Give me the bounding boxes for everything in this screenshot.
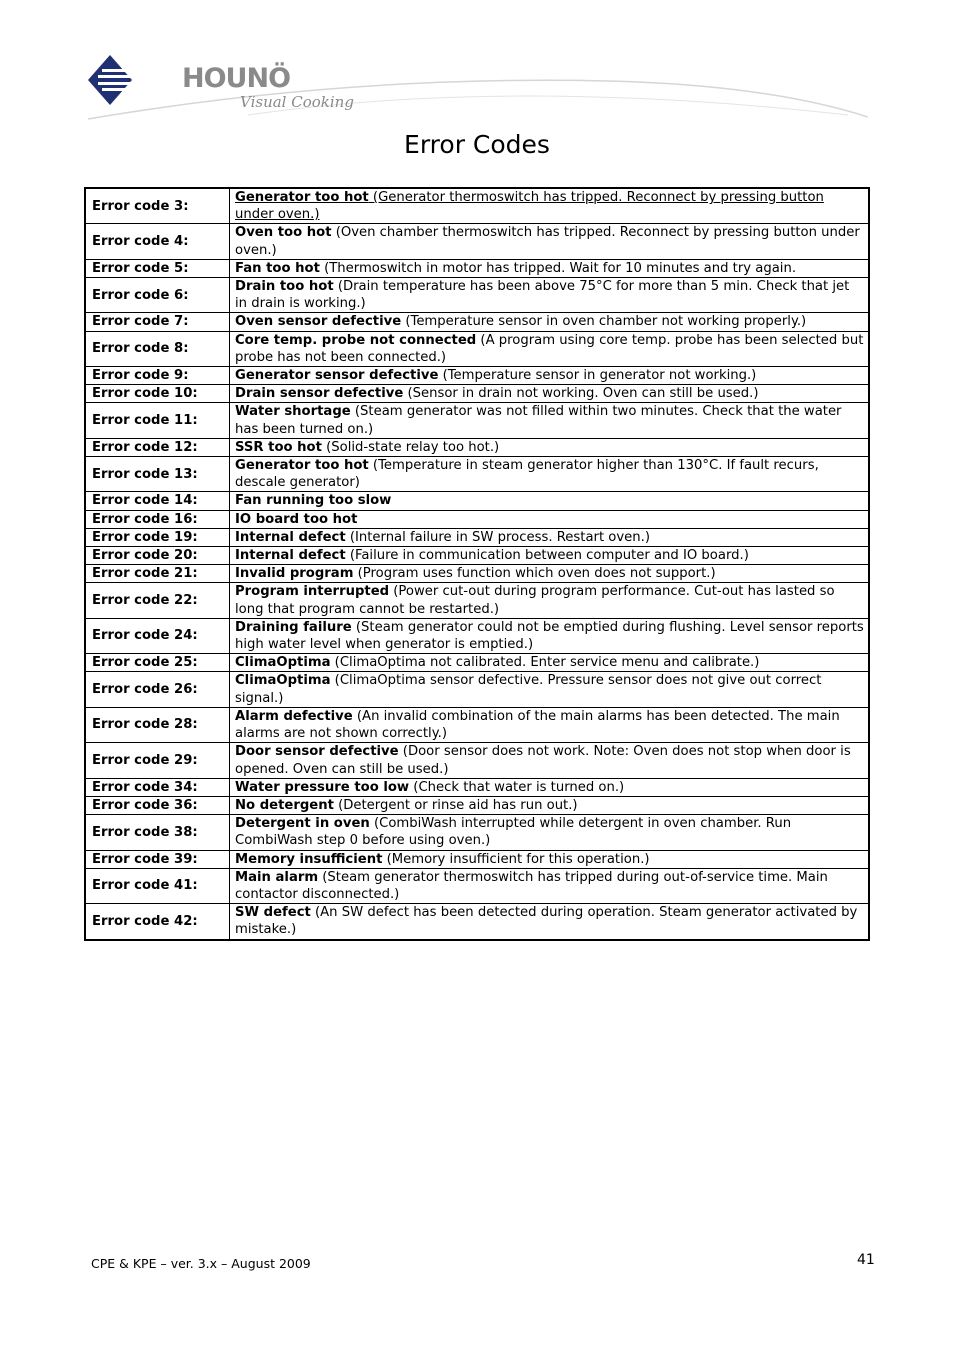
error-description (230, 547, 870, 565)
error-row (85, 796, 869, 814)
error-name: SW defect (235, 905, 311, 921)
error-name: Water pressure too low (235, 779, 410, 795)
error-row (85, 583, 869, 618)
error-row (85, 278, 869, 313)
error-code: Error code 38: (85, 815, 230, 850)
error-name: Draining failure (235, 619, 352, 635)
error-detail: (Internal failure in SW process. Restart oven.) (345, 529, 650, 545)
error-name: Drain too hot (235, 279, 334, 295)
error-name: Generator sensor defective (235, 368, 439, 384)
error-description (230, 528, 870, 546)
error-description (230, 707, 870, 742)
error-row (85, 547, 869, 565)
error-description (230, 259, 870, 277)
error-row (85, 778, 869, 796)
error-name: ClimaOptima (235, 673, 331, 689)
error-code: Error code 13: (85, 457, 230, 492)
error-codes-table (84, 187, 870, 941)
error-row (85, 654, 869, 672)
error-code: Error code 21: (85, 565, 230, 583)
error-code: Error code 12: (85, 438, 230, 456)
page-number: 41 (857, 1252, 875, 1268)
error-name: Fan running too slow (235, 493, 392, 509)
error-description (230, 457, 870, 492)
error-detail: (Power cut-out during program performance. Cut-out has lasted so long that program cannot be restarted.) (235, 584, 835, 617)
error-description (230, 224, 870, 259)
error-code: Error code 25: (85, 654, 230, 672)
error-code: Error code 28: (85, 707, 230, 742)
error-name: SSR too hot (235, 439, 322, 455)
error-description (230, 565, 870, 583)
error-code: Error code 41: (85, 868, 230, 903)
error-row (85, 868, 869, 903)
error-detail: (Temperature in steam generator higher than 130°C. If fault recurs, descale generator) (235, 458, 819, 491)
error-detail: (An SW defect has been detected during operation. Steam generator activated by mistake.) (235, 905, 858, 938)
error-description (230, 188, 870, 224)
error-detail: (CombiWash interrupted while detergent in oven chamber. Run CombiWash step 0 before using oven.) (235, 816, 792, 849)
error-name: Memory insufficient (235, 851, 383, 867)
error-name: Oven sensor defective (235, 314, 402, 330)
error-row (85, 224, 869, 259)
error-detail: (Steam generator was not filled within two minutes. Check that the water has been turned on.) (235, 404, 842, 437)
error-description (230, 654, 870, 672)
error-code: Error code 4: (85, 224, 230, 259)
error-detail: (Program uses function which oven does not support.) (353, 566, 716, 582)
error-row (85, 457, 869, 492)
error-row (85, 313, 869, 331)
error-row (85, 510, 869, 528)
error-description (230, 583, 870, 618)
error-code: Error code 42: (85, 904, 230, 940)
error-description (230, 850, 870, 868)
error-description (230, 743, 870, 778)
error-detail: (Thermoswitch in motor has tripped. Wait for 10 minutes and try again. (319, 260, 797, 276)
error-detail: (ClimaOptima sensor defective. Pressure sensor does not give out correct signal.) (235, 673, 822, 706)
error-code: Error code 39: (85, 850, 230, 868)
error-name: Invalid program (235, 566, 354, 582)
error-row (85, 815, 869, 850)
error-name: Internal defect (235, 548, 346, 564)
logo-brand: HOUNÖ (182, 63, 291, 94)
error-name: Oven too hot (235, 225, 332, 241)
error-name: Water shortage (235, 404, 351, 420)
error-detail: (Generator thermoswitch has tripped. Reconnect by pressing button under oven.) (235, 190, 824, 223)
error-row (85, 438, 869, 456)
error-name: Fan too hot (235, 260, 320, 276)
error-detail: (Sensor in drain not working. Oven can still be used.) (403, 386, 759, 402)
error-description (230, 904, 870, 940)
error-code: Error code 36: (85, 796, 230, 814)
error-code: Error code 16: (85, 510, 230, 528)
page-header (88, 55, 868, 125)
error-detail: (ClimaOptima not calibrated. Enter service menu and calibrate.) (330, 655, 760, 671)
error-row (85, 403, 869, 438)
error-description (230, 868, 870, 903)
error-row (85, 367, 869, 385)
error-description (230, 385, 870, 403)
error-detail: (Door sensor does not work. Note: Oven does not stop when door is opened. Oven can still be used.) (235, 744, 851, 777)
error-code: Error code 5: (85, 259, 230, 277)
error-name: Generator too hot (235, 458, 369, 474)
error-description (230, 367, 870, 385)
error-name: Detergent in oven (235, 816, 370, 832)
error-description (230, 278, 870, 313)
error-code: Error code 34: (85, 778, 230, 796)
error-table-body (85, 188, 869, 940)
error-code: Error code 14: (85, 492, 230, 510)
error-row (85, 259, 869, 277)
footer-version: CPE & KPE – ver. 3.x – August 2009 (91, 1256, 311, 1271)
error-description (230, 331, 870, 366)
error-description (230, 510, 870, 528)
error-description (230, 796, 870, 814)
error-row (85, 331, 869, 366)
error-name: Main alarm (235, 869, 319, 885)
error-code: Error code 10: (85, 385, 230, 403)
error-description (230, 313, 870, 331)
error-code: Error code 20: (85, 547, 230, 565)
error-name: IO board too hot (235, 511, 358, 527)
error-code: Error code 8: (85, 331, 230, 366)
error-detail: (Memory insufficient for this operation.) (382, 851, 650, 867)
error-name: Core temp. probe not connected (235, 332, 477, 348)
error-code: Error code 11: (85, 403, 230, 438)
error-row (85, 528, 869, 546)
error-code: Error code 6: (85, 278, 230, 313)
error-detail: (An invalid combination of the main alarms has been detected. The main alarms are not shown correctly.) (235, 708, 840, 742)
error-description (230, 672, 870, 707)
error-detail: (Check that water is turned on.) (409, 779, 625, 795)
error-detail: (Drain temperature has been above 75°C for more than 5 min. Check that jet in drain is working.) (235, 279, 850, 312)
error-row (85, 672, 869, 707)
error-detail: (Steam generator thermoswitch has tripped during out-of-service time. Main contactor disconnected.) (235, 869, 828, 902)
error-row (85, 565, 869, 583)
error-name: No detergent (235, 797, 334, 813)
error-code: Error code 22: (85, 583, 230, 618)
error-name: Alarm defective (235, 708, 353, 724)
error-code: Error code 29: (85, 743, 230, 778)
error-code: Error code 9: (85, 367, 230, 385)
error-name: Program interrupted (235, 584, 390, 600)
page-title: Error Codes (404, 130, 550, 159)
error-description (230, 438, 870, 456)
error-name: Door sensor defective (235, 744, 399, 760)
error-code: Error code 19: (85, 528, 230, 546)
error-code: Error code 24: (85, 618, 230, 653)
error-code: Error code 3: (85, 188, 230, 224)
error-detail: (Steam generator could not be emptied during flushing. Level sensor reports high water level when generator is emptied.) (235, 619, 864, 653)
error-description (230, 403, 870, 438)
error-description (230, 618, 870, 653)
error-row (85, 850, 869, 868)
error-row (85, 188, 869, 224)
error-detail: (Failure in communication between computer and IO board.) (345, 548, 749, 564)
error-description (230, 778, 870, 796)
error-name: Internal defect (235, 529, 346, 545)
houno-logo-icon (88, 55, 132, 105)
error-detail: (Temperature sensor in oven chamber not working properly.) (401, 314, 807, 330)
error-row (85, 904, 869, 940)
error-code: Error code 7: (85, 313, 230, 331)
error-row (85, 492, 869, 510)
error-code: Error code 26: (85, 672, 230, 707)
error-detail: (A program using core temp. probe has been selected but probe has not been connected.) (235, 332, 864, 365)
error-row (85, 385, 869, 403)
logo-tagline: Visual Cooking (240, 93, 354, 111)
error-row (85, 743, 869, 778)
error-description (230, 492, 870, 510)
error-row (85, 707, 869, 742)
error-detail: (Temperature sensor in generator not working.) (438, 368, 757, 384)
error-name: ClimaOptima (235, 655, 331, 671)
error-detail: (Oven chamber thermoswitch has tripped. Reconnect by pressing button under oven.) (235, 225, 860, 258)
error-name: Drain sensor defective (235, 386, 404, 402)
error-description (230, 815, 870, 850)
error-detail: (Detergent or rinse aid has run out.) (333, 797, 578, 813)
error-detail: (Solid-state relay too hot.) (321, 439, 500, 455)
error-row (85, 618, 869, 653)
error-name: Generator too hot (235, 190, 369, 205)
